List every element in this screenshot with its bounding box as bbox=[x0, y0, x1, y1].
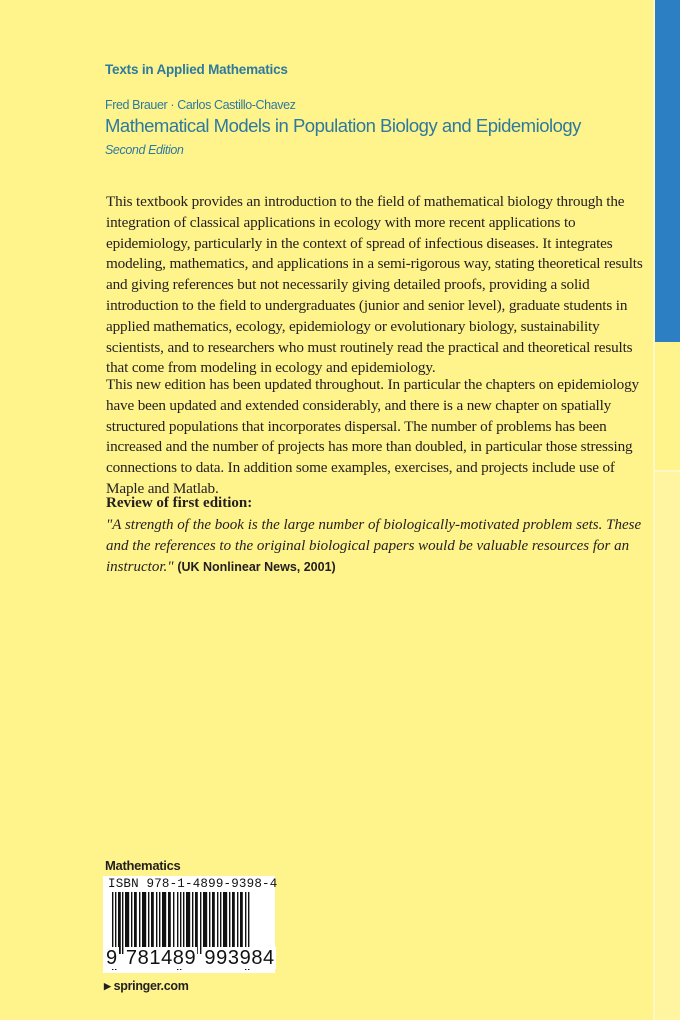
subject-category: Mathematics bbox=[105, 858, 181, 873]
spine-blue-stripe bbox=[655, 0, 680, 342]
isbn-barcode bbox=[103, 876, 278, 973]
ean-group-1: 781489 bbox=[125, 947, 197, 969]
authors: Fred Brauer · Carlos Castillo-Chavez bbox=[105, 98, 296, 112]
ean-digits bbox=[105, 947, 276, 970]
spine-lower-panel bbox=[655, 472, 680, 1020]
publisher-website[interactable] bbox=[104, 979, 189, 993]
description-paragraph-1: This textbook provides an introduction to the field of mathematical biology through the integration of classical applications in ecology with more recent applications to epidemiology, particularly in the context of spread of infectious diseases. It integrates modeling, mathematics, and applications in a semi-rigorous way, stating theoretical results and giving references but not necessarily giving detailed proofs, providing a solid introduction to the field to undergraduates (junior and senior level), graduate students in applied mathematics, ecology, epidemiology or evolutionary biology, sustainability scientists, and to researchers who must routinely read the practical and theoretical results that come from modeling in ecology and epidemiology. bbox=[106, 193, 643, 377]
isbn-label: ISBN 978-1-4899-9398-4 bbox=[108, 877, 278, 891]
website-label: springer.com bbox=[113, 979, 189, 993]
arrow-right-icon: ▶ bbox=[104, 981, 111, 991]
description-paragraph-2: This new edition has been updated throughout. In particular the chapters on epidemiology have been updated and extended considerably, and there is a new chapter on spatially structured populations that incorporates dispersal. The number of problems has been increased and the number of projects has more than doubled, in particular those stressing connections to data. In addition some examples, exercises, and projects include use of Maple and Matlab. bbox=[106, 376, 639, 497]
ean-first-digit: 9 bbox=[106, 947, 118, 969]
review-heading: Review of first edition: bbox=[106, 495, 253, 511]
series-name: Texts in Applied Mathematics bbox=[105, 62, 288, 77]
book-title: Mathematical Models in Population Biology and Epidemiology bbox=[105, 115, 581, 136]
review-source: (UK Nonlinear News, 2001) bbox=[177, 559, 336, 574]
review-quote-block bbox=[106, 515, 651, 577]
ean-group-2: 993984 bbox=[204, 947, 275, 969]
edition-label: Second Edition bbox=[105, 143, 184, 157]
review-quote-text: "A strength of the book is the large number of biologically-motivated problem sets. These and the references to the original biological papers would be valuable resources for an instructor." bbox=[106, 517, 642, 575]
